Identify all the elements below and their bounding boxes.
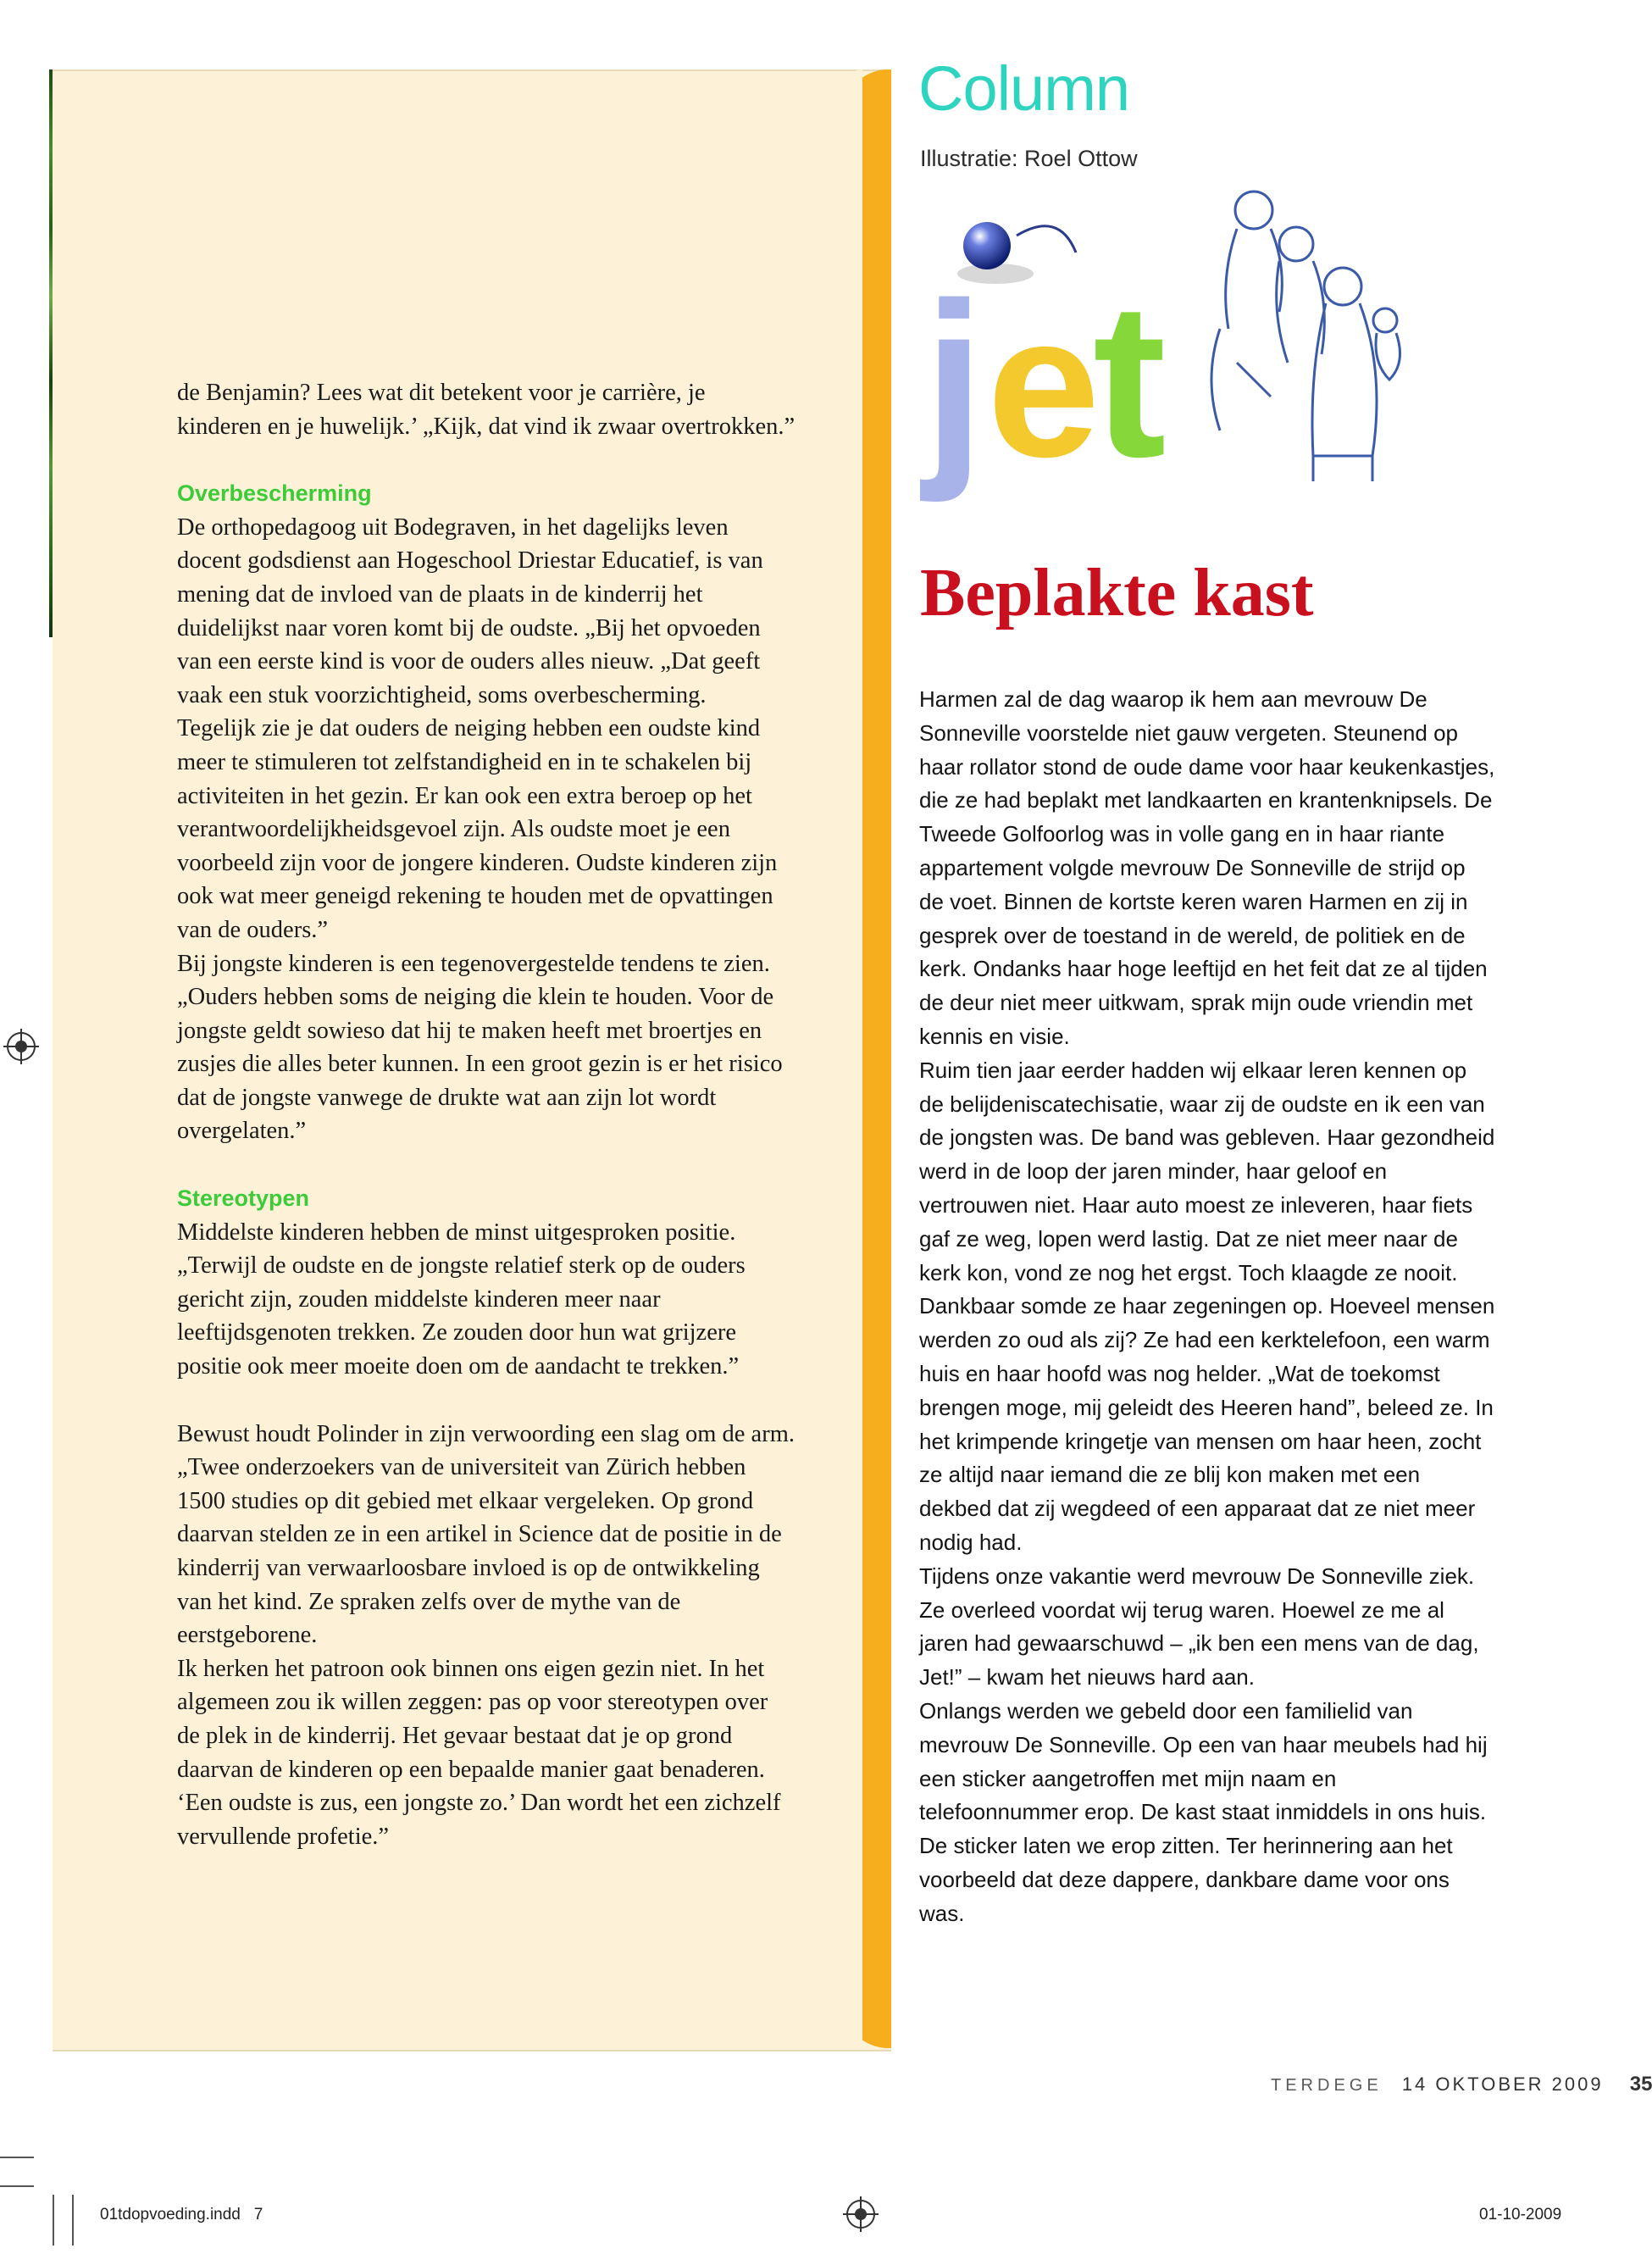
orange-edge <box>844 69 891 2048</box>
page-number: 35 <box>1629 2073 1652 2096</box>
paragraph: Harmen zal de dag waarop ik hem aan mevrouw De Sonneville voorstelde niet gauw vergeten. Steunend op haar rollator stond de oude dame voor haar keukenkastjes, die ze had beplakt met landkaarten en krantenknipsels. De Tweede Golfoorlog was in volle gang en in haar riante appartement volgde mevrouw De Sonneville de strijd op de voet. Binnen de kortste keren waren Harmen en zij in gesprek over de toestand in de wereld, de politiek en de kerk. Ondanks haar hoge leeftijd en het feit dat ze al tijden de deur niet meer uitkwam, sprak mijn oude vriendin met kennis en visie. <box>919 686 1495 1049</box>
paragraph: Ik herken het patroon ook binnen ons eigen gezin niet. In het algemeen zou ik willen zeggen: pas op voor stereotypen over de plek in de kinderrij. Het gevaar bestaat dat je op grond daarvan de kinderen op een bepaalde manier gaat benaderen. ‘Een oudste is zus, een jongste zo.’ Dan wordt het een zichzelf vervullende profetie.” <box>177 1655 781 1850</box>
slug-filename: 01tdopvoeding.indd 7 <box>100 2206 263 2223</box>
bounce-arrow <box>1017 226 1076 253</box>
paragraph: Middelste kinderen hebben de minst uitgesproken positie. „Terwijl de oudste en de jongste relatief sterk op de ouders gericht zijn, zouden middelste kinderen meer naar leeftijdsgenoten trekken. Ze zouden door hun wat grijzere positie ook meer moeite doen om de aandacht te trekken.” <box>177 1219 746 1380</box>
paragraph: Tijdens onze vakantie werd mevrouw De Sonneville ziek. Ze overleed voordat wij terug waren. Hoewel ze me al jaren had gewaarschuwd – „ik ben een mens van de dag, Jet!” – kwam het nieuws hard aan. <box>919 1563 1479 1690</box>
crop-mark <box>0 2185 34 2187</box>
paragraph: Bewust houdt Polinder in zijn verwoording een slag om de arm. „Twee onderzoekers van de universiteit van Zürich hebben 1500 studies op dit gebied met elkaar vergeleken. Op grond daarvan stelden ze in een artikel in Science dat de positie in de kinderrij van verwaarloosbare invloed is op de ontwikkeling van het kind. Ze spraken zelfs over de mythe van de eerstgeborene. <box>177 1420 795 1649</box>
paragraph: De orthopedagoog uit Bodegraven, in het dagelijks leven docent godsdienst aan Hogeschool Driestar Educatief, is van mening dat de invloed van de plaats in de kinderrij het duidelijkst naar voren komt bij de oudste. „Bij het opvoeden van een eerste kind is voor de ouders alles nieuw. „Dat geeft vaak een stuk voorzichtigheid, soms overbescherming. <box>177 514 763 708</box>
illustration-credit: Illustratie: Roel Ottow <box>920 146 1138 171</box>
intro-paragraph: de Benjamin? Lees wat dit betekent voor je carrière, je kinderen en je huwelijk.’ „Kijk, dat vind ik zwaar overtrokken.” <box>177 380 796 440</box>
column-label: Column <box>918 53 1129 124</box>
article-column <box>177 376 796 1853</box>
registration-mark-left <box>7 1032 36 1061</box>
crop-mark <box>53 2195 54 2246</box>
crop-mark <box>0 2157 34 2158</box>
issue-date: 14 OKTOBER 2009 <box>1401 2074 1604 2095</box>
section-heading-stereotypen: Stereotypen <box>177 1185 310 1212</box>
family-sketch <box>1211 192 1400 481</box>
logo-letter-t: t <box>1093 258 1167 503</box>
article-title: Beplakte kast <box>920 556 1314 630</box>
crop-mark <box>72 2195 74 2246</box>
section-heading-overbescherming: Overbescherming <box>177 480 372 507</box>
magazine-name: TERDEGE <box>1271 2076 1383 2095</box>
paragraph: Tegelijk zie je dat ouders de neiging hebben een oudste kind meer te stimuleren tot zelfstandigheid en in te schakelen bij activiteiten in het gezin. Er kan ook een extra beroep op het verantwoordelijkheidsgevoel zijn. Als oudste moet je een voorbeeld zijn voor de jongere kinderen. Oudste kinderen zijn ook wat meer geneigd rekening te houden met de opvattingen van de ouders.” <box>177 715 778 943</box>
slug-date: 01-10-2009 <box>1479 2206 1562 2223</box>
registration-mark-bottom <box>846 2200 875 2229</box>
page-footer <box>1271 2073 1652 2096</box>
column-text <box>919 683 1495 1930</box>
logo-letter-e: e <box>987 272 1100 499</box>
jet-logo <box>915 176 1508 515</box>
paragraph: Onlangs werden we gebeld door een familielid van mevrouw De Sonneville. Op een van haar meubels had hij een sticker aangetroffen met mijn naam en telefoonnummer erop. De kast staat inmiddels in ons huis. De sticker laten we erop zitten. Ter herinnering aan het voorbeeld dat deze dappere, dankbare dame voor ons was. <box>919 1697 1488 1926</box>
paragraph: Ruim tien jaar eerder hadden wij elkaar leren kennen op de belijdeniscatechisatie, waar zij de oudste en ik een van de jongsten was. De band was gebleven. Haar gezondheid werd in de loop der jaren minder, haar geloof en vertrouwen niet. Haar auto moest ze inleveren, haar fiets gaf ze weg, lopen werd lastig. Dat ze niet meer naar de kerk kon, vond ze nog het ergst. Toch klaagde ze nooit. Dankbaar somde ze haar zegeningen op. Hoeveel mensen werden zo oud als zij? Ze had een kerktelefoon, een warm huis en haar hoofd was nog helder. „Wat de toekomst brengen moge, mij geleidt des Heeren hand”, beleed ze. In het krimpende kringetje van mensen om haar heen, zocht ze altijd naar iemand die ze blij kon maken met een dekbed dat zij wegdeed of een apparaat dat ze niet meer nodig had. <box>919 1057 1495 1555</box>
logo-letter-j: j <box>923 258 985 503</box>
paragraph: Bij jongste kinderen is een tegenovergestelde tendens te zien. „Ouders hebben soms de neiging die klein te houden. Voor de jongste geldt sowieso dat hij te maken heeft met broertjes en zusjes die alles beter kunnen. In een groot gezin is er het risico dat de jongste vanwege de drukte wat aan zijn lot wordt overgelaten.” <box>177 950 783 1145</box>
